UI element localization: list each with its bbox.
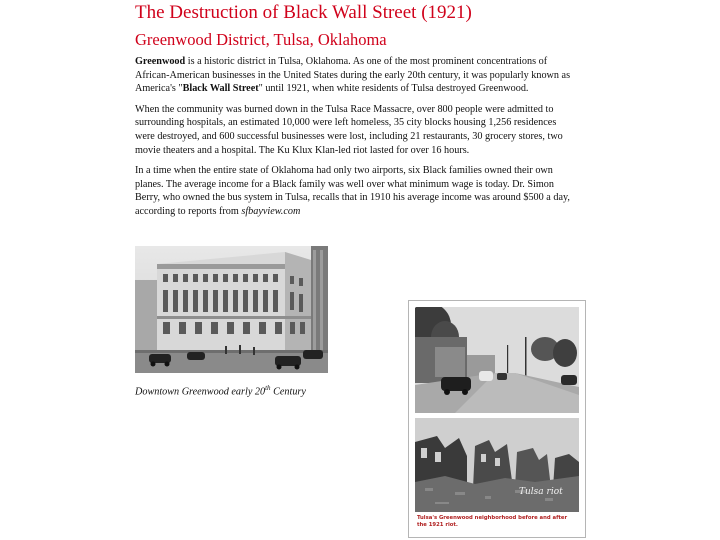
photo-stamp: Tulsa riot bbox=[519, 487, 563, 497]
greenwood-before-photo bbox=[415, 307, 579, 413]
source-link[interactable]: sfbayview.com bbox=[241, 205, 301, 217]
paragraph-massacre: When the community was burned down in the Tulsa Race Massacre, over 800 people were admitted to surrounding hospitals, an estimated 10,000 were left homeless, 35 city blocks housing 1,256 residences were destroyed, and 600 successful businesses were lost, including 21 restaurants, 30 grocery stores, two movie theaters and a hospital. The Ku Klux Klan-led riot lasted for over 16 hours. bbox=[135, 103, 563, 156]
term-black-wall-street: Black Wall Street bbox=[182, 83, 259, 95]
greenwood-after-photo bbox=[415, 418, 579, 512]
downtown-greenwood-photo bbox=[135, 246, 328, 373]
before-after-figure bbox=[408, 300, 586, 538]
article-body bbox=[135, 55, 575, 226]
paragraph-intro: Greenwood is a historic district in Tulsa, Oklahoma. As one of the most prominent concentrations of African-American businesses in the United States during the early 20th century, it was popularly known as America's "Black Wall Street" until 1921, when white residents of Tulsa destroyed Greenwood. bbox=[135, 56, 571, 95]
before-after-caption: Tulsa's Greenwood neighborhood before and after the 1921 riot. bbox=[417, 515, 568, 528]
photo-caption-downtown: Downtown Greenwood early 20th Century bbox=[135, 384, 306, 398]
ruins-after-illustration bbox=[415, 418, 579, 512]
paragraph-prosperity: In a time when the entire state of Oklahoma had only two airports, six Black families owned their own planes. The average income for a Black family was well over what minimum wage is today. Dr. Simon Berry, who owned the bus system in Tulsa, recalls that in 1910 his average income was around $500 a day, according to reports from sfbayview.com bbox=[135, 165, 570, 217]
page-subtitle: Greenwood District, Tulsa, Oklahoma bbox=[135, 30, 387, 49]
page-title: The Destruction of Black Wall Street (1921) bbox=[135, 2, 472, 23]
term-greenwood: Greenwood bbox=[135, 56, 186, 67]
street-before-illustration bbox=[415, 307, 579, 413]
courthouse-illustration bbox=[135, 246, 328, 373]
